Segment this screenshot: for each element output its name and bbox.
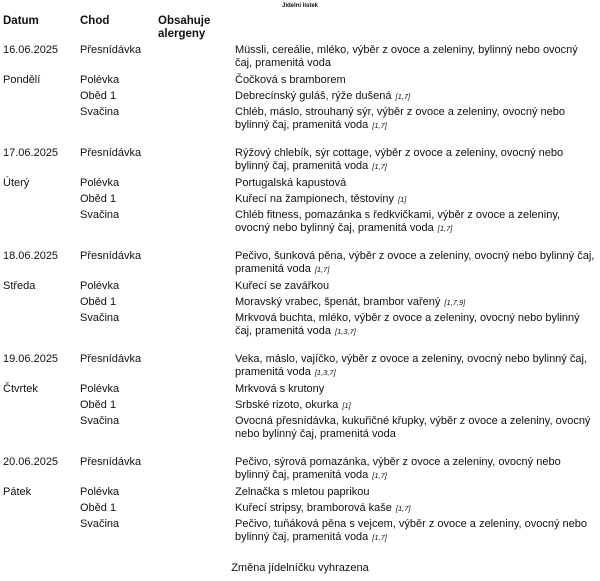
course-name: Oběd 1 xyxy=(80,502,117,514)
allergen-codes: [1] xyxy=(342,401,351,410)
allergen-codes: [1,3,7] xyxy=(314,367,336,377)
meal-text xyxy=(235,383,597,397)
meal-text xyxy=(235,280,597,294)
meal-text xyxy=(235,147,597,173)
meal-text xyxy=(235,177,597,191)
meal-description: Zelnačka s mletou paprikou xyxy=(235,486,370,498)
meal-description: Veka, máslo, vajíčko, výběr z ovoce a zeleniny, ovocný nebo bylinný čaj, pramenitá voda xyxy=(235,353,587,378)
allergen-codes: [1,7] xyxy=(372,161,387,171)
meal-description: Ovocná přesnídávka, kukuřičné křupky, výběr z ovoce a zeleniny, ovocný nebo bylinný čaj, pramenitá voda xyxy=(235,415,591,440)
allergen-codes: [1,7] xyxy=(437,223,453,233)
meal-text xyxy=(235,502,597,516)
course-name: Přesnídávka xyxy=(80,353,142,365)
course-name: Přesnídávka xyxy=(80,147,142,159)
allergen-codes: [1,7] xyxy=(314,264,330,274)
meal-text xyxy=(235,106,597,132)
allergen-codes: [1,7] xyxy=(395,92,411,101)
course-name: Oběd 1 xyxy=(80,193,117,205)
page-title: Jídelní lístek xyxy=(281,3,318,9)
header-course: Chod xyxy=(80,15,110,27)
course-name: Přesnídávka xyxy=(80,250,142,262)
meal-description: Moravský vrabec, špenát, brambor vařený xyxy=(235,296,441,308)
day-date: 17.06.2025 xyxy=(3,147,59,159)
header-date: Datum xyxy=(3,15,39,27)
course-name: Oběd 1 xyxy=(80,399,117,411)
meal-description: Pečivo, sýrová pomazánka, výběr z ovoce a zeleniny, ovocný nebo bylinný čaj, pramenitá voda xyxy=(235,456,561,481)
meal-description: Müssli, cereálie, mléko, výběr z ovoce a zeleniny, bylinný nebo ovocný čaj, pramenitá voda xyxy=(235,44,578,69)
meal-text xyxy=(235,312,597,338)
course-name: Polévka xyxy=(80,383,120,395)
meal-description: Pečivo, šunková pěna, výběr z ovoce a zeleniny, ovocný nebo bylinný čaj, pramenitá voda xyxy=(235,250,595,275)
day-date: 19.06.2025 xyxy=(3,353,59,365)
meal-description: Mrkvová s krutony xyxy=(235,383,325,395)
course-name: Polévka xyxy=(80,177,120,189)
day-weekday: Pátek xyxy=(3,486,32,498)
meal-description: Pečivo, tuňáková pěna s vejcem, výběr z ovoce a zeleniny, ovocný nebo bylinný čaj, pramenitá voda xyxy=(235,518,587,543)
meal-description: Debrecínský guláš, rýže dušená xyxy=(235,90,392,102)
header-allergens: Obsahuje alergeny xyxy=(158,15,211,40)
meal-description: Čočková s bramborem xyxy=(235,74,346,86)
day-weekday: Úterý xyxy=(3,177,30,189)
meal-text xyxy=(235,209,597,235)
day-date: 20.06.2025 xyxy=(3,456,59,468)
meal-text xyxy=(235,44,597,70)
course-name: Svačina xyxy=(80,106,120,118)
meal-description: Mrkvová buchta, mléko, výběr z ovoce a zeleniny, ovocný nebo bylinný čaj, pramenitá voda xyxy=(235,312,580,337)
meal-text xyxy=(235,250,597,276)
meal-text xyxy=(235,90,597,104)
course-name: Svačina xyxy=(80,518,120,530)
course-name: Přesnídávka xyxy=(80,44,142,56)
meal-description: Srbské rizoto, okurka xyxy=(235,399,339,411)
course-name: Oběd 1 xyxy=(80,90,117,102)
allergen-codes: [1] xyxy=(397,195,407,204)
day-weekday: Středa xyxy=(3,280,36,292)
allergen-codes: [1,7] xyxy=(395,504,411,513)
allergen-codes: [1,7,9] xyxy=(444,298,466,307)
course-name: Oběd 1 xyxy=(80,296,117,308)
meal-text xyxy=(235,456,597,482)
meal-description: Chléb fitness, pomazánka s ředkvičkami, výběr z ovoce a zeleniny, ovocný nebo bylinný čaj, pramenitá voda xyxy=(235,209,561,234)
allergen-codes: [1,7] xyxy=(372,532,387,542)
footer-note: Změna jídelníčku vyhrazena xyxy=(231,562,369,574)
course-name: Svačina xyxy=(80,415,120,427)
course-name: Polévka xyxy=(80,486,120,498)
meal-description: Portugalská kapustová xyxy=(235,177,347,189)
meal-description: Chléb, máslo, strouhaný sýr, výběr z ovoce a zeleniny, ovocný nebo bylinný čaj, pramenitá voda xyxy=(235,106,565,131)
meal-text xyxy=(235,486,597,500)
course-name: Polévka xyxy=(80,280,120,292)
course-name: Polévka xyxy=(80,74,120,86)
day-date: 18.06.2025 xyxy=(3,250,59,262)
meal-text xyxy=(235,193,597,207)
meal-description: Kuřecí stripsy, bramborová kaše xyxy=(235,502,392,514)
meal-text xyxy=(235,399,597,413)
allergen-codes: [1,7] xyxy=(372,120,387,130)
meal-text xyxy=(235,296,597,310)
allergen-codes: [1,3,7] xyxy=(335,326,356,336)
meal-text xyxy=(235,74,597,88)
meal-text xyxy=(235,518,597,544)
meal-description: Rýžový chlebík, sýr cottage, výběr z ovoce a zeleniny, ovocný nebo bylinný čaj, pramenitá voda xyxy=(235,147,564,172)
day-date: 16.06.2025 xyxy=(3,44,59,56)
meal-text xyxy=(235,415,597,441)
meal-description: Kuřecí na žampionech, těstoviny xyxy=(235,193,394,205)
day-weekday: Pondělí xyxy=(3,74,41,86)
course-name: Svačina xyxy=(80,312,120,324)
day-weekday: Čtvrtek xyxy=(3,383,38,395)
meal-text xyxy=(235,353,597,379)
course-name: Přesnídávka xyxy=(80,456,142,468)
course-name: Svačina xyxy=(80,209,120,221)
meal-description: Kuřecí se zavářkou xyxy=(235,280,330,292)
allergen-codes: [1,7] xyxy=(372,470,387,480)
